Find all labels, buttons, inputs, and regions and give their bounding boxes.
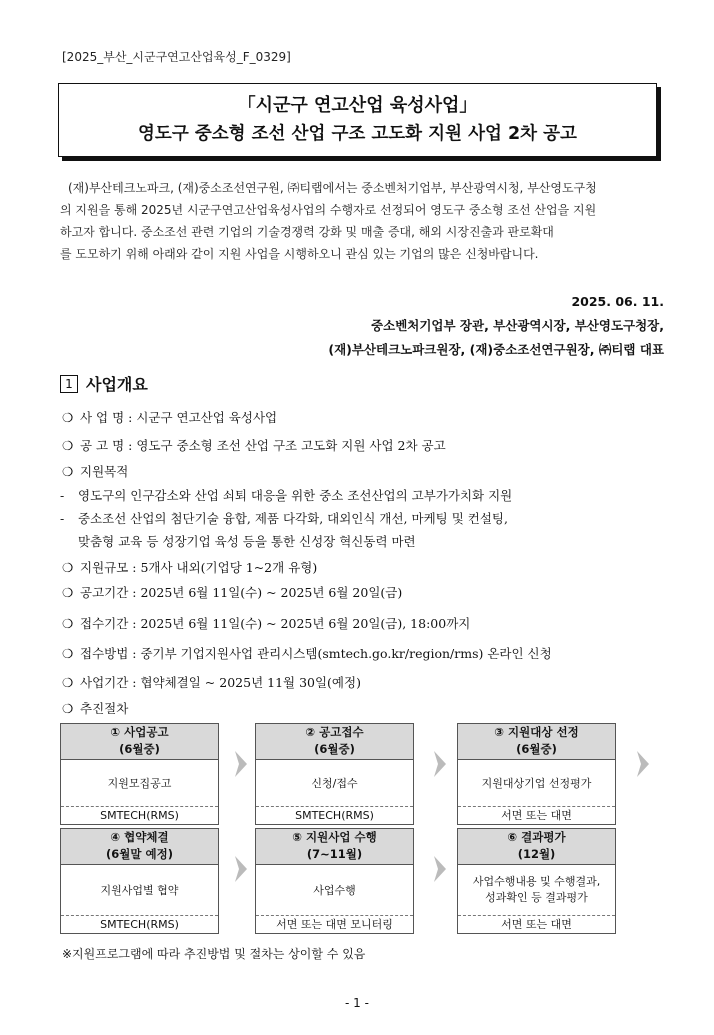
flow-step-method: 서면 또는 대면 <box>501 918 572 931</box>
intro-line: (재)부산테크노파크, (재)중소조선연구원, ㈜티랩에서는 중소벤처기업부, 부산광역시청, 부산영도구청 <box>68 181 597 195</box>
flow-step-content: 사업수행내용 및 수행결과, 성과확인 등 결과평가 <box>458 865 615 916</box>
flow-step-header <box>61 724 218 760</box>
flow-step-content: 지원모집공고 <box>61 760 218 807</box>
signatories-line-1: 중소벤처기업부 장관, 부산광역시장, 부산영도구청장, <box>371 318 664 333</box>
bullet-icon: ❍ <box>62 464 74 479</box>
flow-step-title: ⑤ 지원사업 수행 <box>292 830 377 844</box>
business-name: 사 업 명 : 시군구 연고산업 육성사업 <box>80 410 278 425</box>
application-method: 접수방법 : 중기부 기업지원사업 관리시스템(smtech.go.kr/region/rms) 온라인 신청 <box>80 646 552 661</box>
support-scale: 지원규모 : 5개사 내외(기업당 1~2개 유형) <box>80 560 318 575</box>
arrow-right-icon <box>432 856 446 882</box>
flow-step-title: ② 공고접수 <box>305 725 364 739</box>
bullet-icon: ❍ <box>62 646 74 661</box>
signatories-line-2: (재)부산테크노파크원장, (재)중소조선연구원장, ㈜티랩 대표 <box>328 342 664 357</box>
title-line-2: 영도구 중소형 조선 산업 구조 고도화 지원 사업 2차 공고 <box>138 124 577 144</box>
flow-step-period: (6월말 예정) <box>106 847 173 861</box>
dash-icon: - <box>60 488 65 503</box>
flow-step <box>255 723 414 825</box>
flow-step-period: (6월중) <box>314 742 355 756</box>
flow-step-title: ⑥ 결과평가 <box>507 830 566 844</box>
list-item <box>62 644 552 662</box>
flow-step-content: 신청/접수 <box>256 760 413 807</box>
list-item <box>62 673 361 691</box>
purpose-continued: 맞춤형 교육 등 성장기업 육성 등을 통한 신성장 혁신동력 마련 <box>78 534 416 549</box>
application-period: 접수기간 : 2025년 6월 11일(수) ~ 2025년 6월 20일(금), 18:00까지 <box>80 616 471 631</box>
notice-date: 2025. 06. 11. <box>571 294 664 309</box>
section-title: 사업개요 <box>86 375 148 394</box>
purpose-text-1: 영도구의 인구감소와 산업 쇠퇴 대응을 위한 중소 조선산업의 고부가가치화 지원 <box>78 488 513 503</box>
purpose-text-2: 중소조선 산업의 첨단기술 융합, 제품 다각화, 대외인식 개선, 마케팅 및 컨설팅, <box>78 511 508 526</box>
purpose-item <box>60 486 512 504</box>
bullet-icon: ❍ <box>62 560 74 575</box>
intro-paragraph <box>60 177 660 265</box>
title-line-1: 「시군구 연고산업 육성사업」 <box>237 95 478 116</box>
bullet-icon: ❍ <box>62 585 74 600</box>
bullet-icon: ❍ <box>62 701 74 716</box>
section-heading <box>60 372 148 395</box>
list-item <box>62 614 470 632</box>
list-item <box>62 558 317 576</box>
arrow-right-icon <box>233 856 247 882</box>
flow-step-title: ③ 지원대상 선정 <box>494 725 579 739</box>
flow-step-header <box>256 724 413 760</box>
arrow-right-icon <box>233 751 247 777</box>
bullet-icon: ❍ <box>62 438 74 453</box>
flow-step-method: SMTECH(RMS) <box>100 918 179 931</box>
document-id: [2025_부산_시군구연고산업육성_F_0329] <box>62 50 291 64</box>
procedure-flow <box>60 723 680 933</box>
arrow-right-icon <box>635 751 649 777</box>
flow-step <box>60 828 219 934</box>
intro-line: 하고자 합니다. 중소조선 관련 기업의 기술경쟁력 강화 및 매출 증대, 해외 시장진출과 판로확대 <box>60 225 554 239</box>
flow-step-header <box>458 724 615 760</box>
flow-step-header <box>61 829 218 865</box>
flow-step-period: (12월) <box>517 847 556 861</box>
flow-step <box>457 828 616 934</box>
bullet-icon: ❍ <box>62 616 74 631</box>
purpose-item <box>60 509 508 527</box>
flow-step-header <box>256 829 413 865</box>
procedure-label: 추진절차 <box>80 701 129 716</box>
title-box <box>58 83 657 157</box>
flow-step <box>457 723 616 825</box>
bullet-icon: ❍ <box>62 410 74 425</box>
flow-step-title: ④ 협약체결 <box>110 830 169 844</box>
list-item <box>62 462 128 480</box>
flow-step-header <box>458 829 615 865</box>
flow-step-method: SMTECH(RMS) <box>100 809 179 822</box>
flow-step-period: (6월중) <box>119 742 160 756</box>
list-item <box>62 408 277 426</box>
flow-step-method: 서면 또는 대면 <box>501 809 572 822</box>
notice-name: 공 고 명 : 영도구 중소형 조선 산업 구조 고도화 지원 사업 2차 공고 <box>80 438 446 453</box>
flow-step-method: SMTECH(RMS) <box>295 809 374 822</box>
flow-step-content: 지원대상기업 선정평가 <box>458 760 615 807</box>
list-item <box>62 699 128 717</box>
intro-line: 를 도모하기 위해 아래와 같이 지원 사업을 시행하오니 관심 있는 기업의 많은 신청바랍니다. <box>60 247 539 261</box>
flow-step-content: 지원사업별 협약 <box>61 865 218 916</box>
flow-step-method: 서면 또는 대면 모니터링 <box>276 918 393 931</box>
section-number: 1 <box>60 375 78 393</box>
flow-step-title: ① 사업공고 <box>110 725 169 739</box>
footnote: ※지원프로그램에 따라 추진방법 및 절차는 상이할 수 있음 <box>62 947 366 961</box>
purpose-label: 지원목적 <box>80 464 129 479</box>
page-number: - 1 - <box>345 996 369 1010</box>
flow-step-content: 사업수행 <box>256 865 413 916</box>
list-item <box>62 583 402 601</box>
flow-step-period: (7~11월) <box>306 847 363 861</box>
flow-step <box>255 828 414 934</box>
notice-period: 공고기간 : 2025년 6월 11일(수) ~ 2025년 6월 20일(금) <box>80 585 403 600</box>
bullet-icon: ❍ <box>62 675 74 690</box>
signature-block <box>328 290 664 362</box>
intro-line: 의 지원을 통해 2025년 시군구연고산업육성사업의 수행자로 선정되어 영도구 중소형 조선 산업을 지원 <box>60 203 597 217</box>
flow-step <box>60 723 219 825</box>
business-period: 사업기간 : 협약체결일 ~ 2025년 11월 30일(예정) <box>80 675 361 690</box>
arrow-right-icon <box>432 751 446 777</box>
flow-step-period: (6월중) <box>516 742 557 756</box>
dash-icon: - <box>60 511 65 526</box>
list-item <box>62 436 446 454</box>
